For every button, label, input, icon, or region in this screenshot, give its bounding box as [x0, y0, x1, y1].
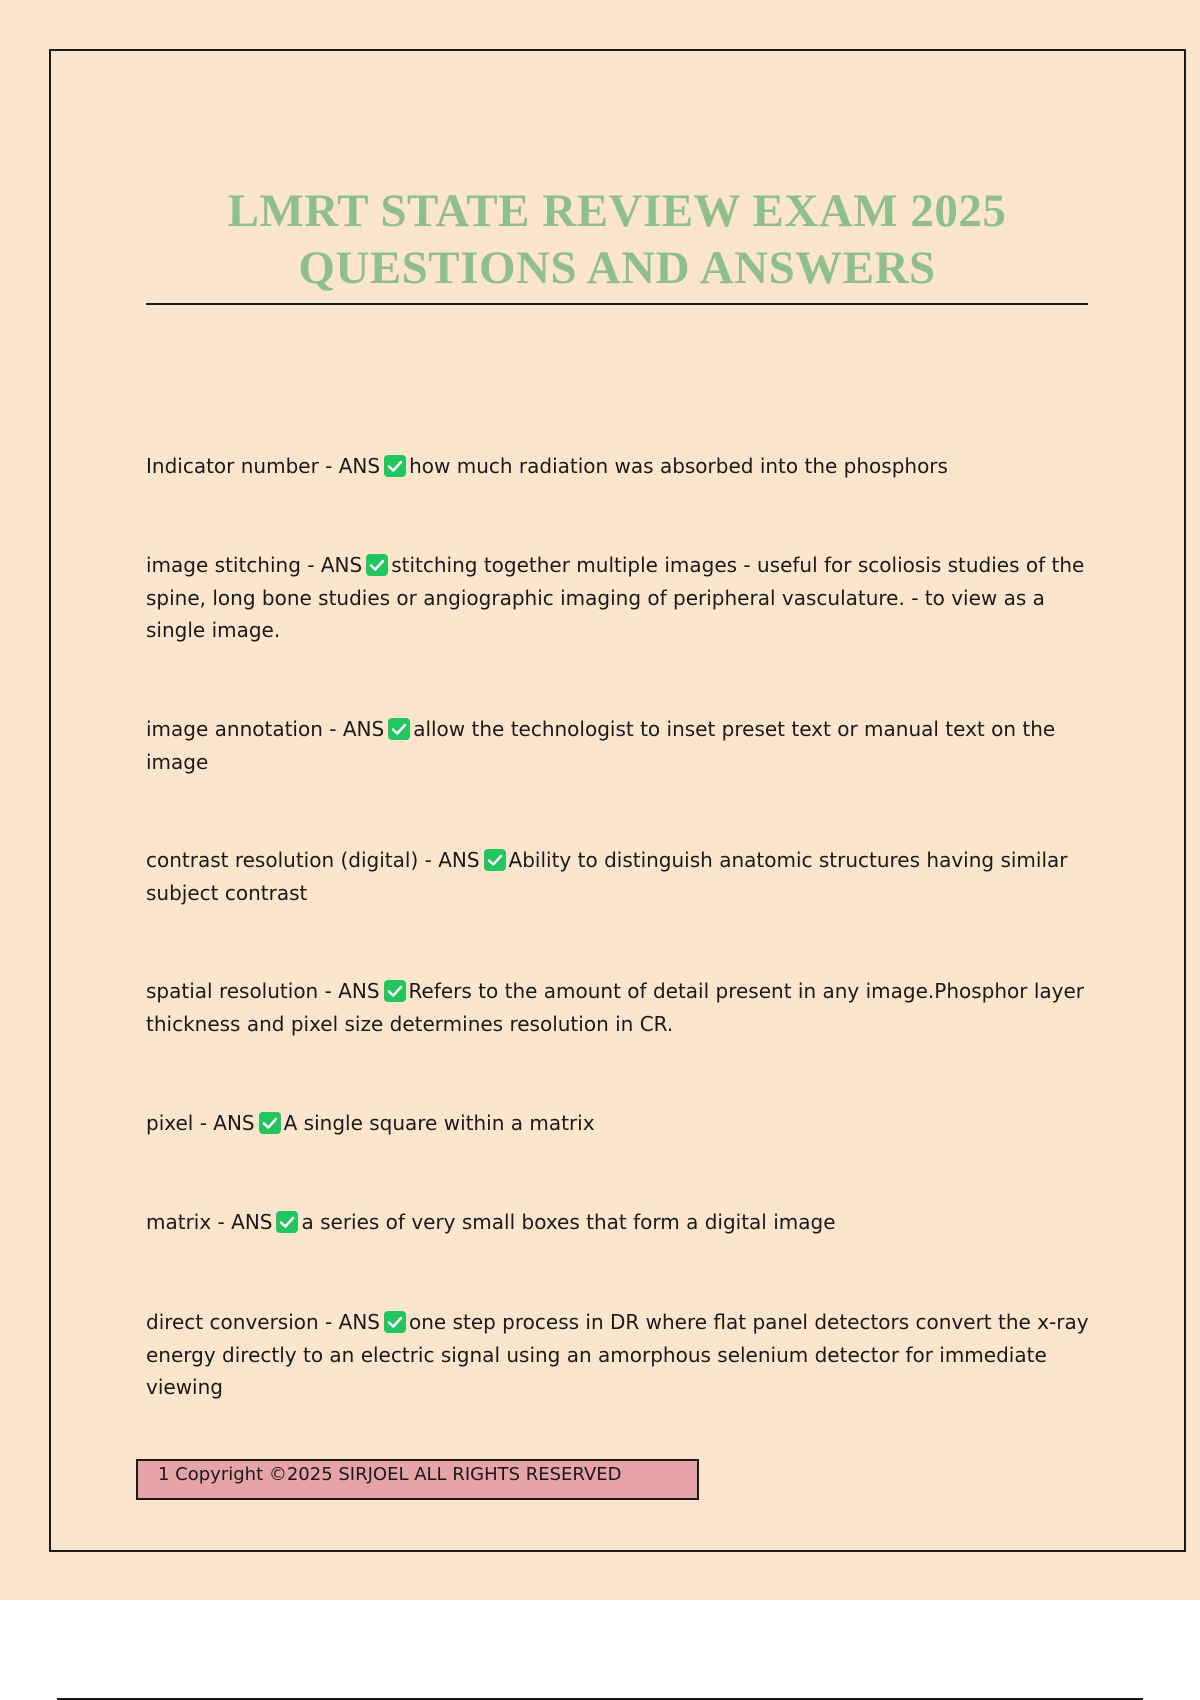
check-box-icon	[384, 454, 406, 476]
answer-marker: ANS	[338, 454, 381, 478]
qa-definition: one step process in DR where flat panel detectors convert the x-ray energy directly to an electric signal using an amorphous selenium detector for immediate viewing	[146, 1310, 1089, 1399]
check-box-icon	[259, 1111, 281, 1133]
answer-marker: ANS	[342, 717, 385, 741]
qa-entry: image stitching - ANS stitching together multiple images - useful for scoliosis studies of the spine, long bone studies or angiographic imaging of peripheral vasculature. - to view as a single image.	[146, 553, 1085, 642]
answer-marker: ANS	[338, 979, 380, 1003]
qa-entry: spatial resolution - ANS Refers to the amount of detail present in any image.Phosphor layer thickness and pixel size determines resolution in CR.	[146, 979, 1085, 1036]
answer-marker: ANS	[320, 553, 363, 577]
answer-marker: ANS	[338, 1310, 380, 1334]
copyright-footer: 1 Copyright ©2025 SIRJOEL ALL RIGHTS RESERVED	[136, 1459, 699, 1500]
qa-term: pixel	[146, 1111, 194, 1135]
qa-definition: Refers to the amount of detail present in any image.Phosphor layer thickness and pixel size determines resolution in CR.	[146, 979, 1085, 1036]
check-box-icon	[484, 848, 506, 870]
qa-term: matrix	[146, 1210, 212, 1234]
qa-definition: Ability to distinguish anatomic structures having similar subject contrast	[146, 848, 1068, 905]
check-box-icon	[388, 717, 410, 739]
qa-entry: Indicator number - ANS how much radiation was absorbed into the phosphors	[146, 454, 948, 478]
qa-definition: allow the technologist to inset preset text or manual text on the image	[146, 717, 1056, 774]
check-box-icon	[384, 979, 406, 1001]
check-box-icon	[384, 1310, 406, 1332]
answer-marker: ANS	[213, 1111, 255, 1135]
qa-entry: contrast resolution (digital) - ANS Ability to distinguish anatomic structures having similar subject contrast	[146, 848, 1068, 905]
qa-term: image stitching	[146, 553, 301, 577]
title-underline	[146, 303, 1088, 305]
qa-term: contrast resolution (digital)	[146, 848, 419, 872]
qa-entry: pixel - ANS A single square within a matrix	[146, 1111, 595, 1135]
answer-marker: ANS	[438, 848, 480, 872]
qa-definition: a series of very small boxes that form a digital image	[301, 1210, 836, 1234]
qa-entry: matrix - ANS a series of very small boxes that form a digital image	[146, 1210, 836, 1234]
qa-term: spatial resolution	[146, 979, 319, 1003]
qa-definition: how much radiation was absorbed into the phosphors	[409, 454, 948, 478]
check-box-icon	[366, 553, 388, 575]
answer-marker: ANS	[231, 1210, 273, 1234]
qa-entry: image annotation - ANS allow the technologist to inset preset text or manual text on the image	[146, 717, 1056, 774]
check-box-icon	[276, 1210, 298, 1232]
title-line-2: QUESTIONS AND ANSWERS	[298, 242, 936, 294]
qa-term: Indicator number	[146, 454, 319, 478]
title-line-1: LMRT STATE REVIEW EXAM 2025	[227, 185, 1007, 237]
qa-term: image annotation	[146, 717, 323, 741]
qa-definition: stitching together multiple images - useful for scoliosis studies of the spine, long bone studies or angiographic imaging of peripheral vasculature. - to view as a single image.	[146, 553, 1085, 642]
qa-definition: A single square within a matrix	[283, 1111, 595, 1135]
qa-term: direct conversion	[146, 1310, 319, 1334]
document-title	[146, 183, 1088, 297]
qa-entry: direct conversion - ANS one step process in DR where flat panel detectors convert the x-ray energy directly to an electric signal using an amorphous selenium detector for immediate viewing	[146, 1310, 1089, 1399]
